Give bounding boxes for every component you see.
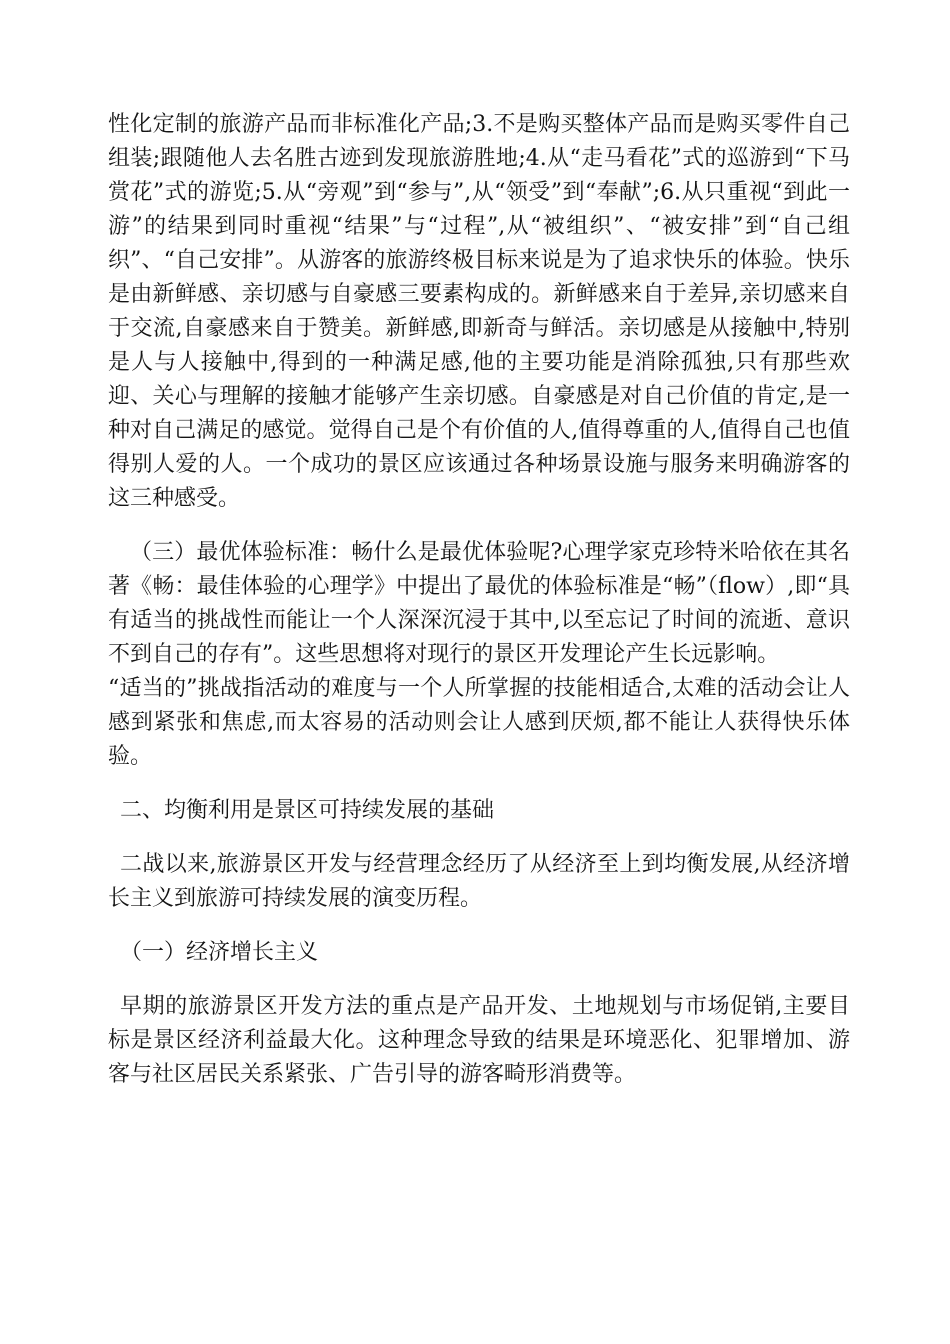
body-paragraph-tourism-demand: 性化定制的旅游产品而非标准化产品;3.不是购买整体产品而是购买零件自己组装;跟随他人去名胜古迹到发现旅游胜地;4.从“走马看花”式的巡游到“下马赏花”式的游览;5.从“旁观”到“参与”,从“领受”到“奉献”;6.从只重视“到此一游”的结果到同时重视“结果”与“过程”,从“被组织”、“被安排”到“自己组织”、“自己安排”。从游客的旅游终极目标来说是为了追求快乐的体验。快乐是由新鲜感、亲切感与自豪感三要素构成的。新鲜感来自于差异,亲切感来自于交流,自豪感来自于赞美。新鲜感,即新奇与鲜活。亲切感是从接触中,特别是人与人接触中,得到的一种满足感,他的主要功能是消除孤独,只有那些欢迎、关心与理解的接触才能够产生亲切感。自豪感是对自己价值的肯定,是一种对自己满足的感觉。觉得自己是个有价值的人,值得尊重的人,值得自己也值得别人爱的人。一个成功的景区应该通过各种场景设施与服务来明确游客的这三种感受。 <box>108 112 850 511</box>
paragraph-gap <box>108 828 850 848</box>
body-paragraph-appropriate-challenge: “适当的”挑战指活动的难度与一个人所掌握的技能相适合,太难的活动会让人感到紧张和焦虑,而太容易的活动则会让人感到厌烦,都不能让人获得快乐体验。 <box>108 676 850 769</box>
body-paragraph-evolution: 二战以来,旅游景区开发与经营理念经历了从经济至上到均衡发展,从经济增长主义到旅游可持续发展的演变历程。 <box>108 852 850 911</box>
body-paragraph-optimal-experience: （三）最优体验标准：畅什么是最优体验呢?心理学家克珍特米哈依在其名著《畅：最佳体验的心理学》中提出了最优的体验标准是“畅”（flow）,即“具有适当的挑战性而能让一个人深深沉浸于其中,以至忘记了时间的流逝、意识不到自己的存有”。这些思想将对现行的景区开发理论产生长远影响。 <box>108 540 850 667</box>
subsection-heading-economic-growth: （一）经济增长主义 <box>120 940 319 965</box>
section-heading-balanced-use: 二、均衡利用是景区可持续发展的基础 <box>120 798 495 823</box>
paragraph-gap <box>108 970 850 990</box>
paragraph-gap <box>108 916 850 936</box>
document-page <box>108 108 850 1092</box>
paragraph-gap <box>108 516 850 536</box>
paragraph-gap <box>108 774 850 794</box>
body-paragraph-early-development: 早期的旅游景区开发方法的重点是产品开发、土地规划与市场促销,主要目标是景区经济利益最大化。这种理念导致的结果是环境恶化、犯罪增加、游客与社区居民关系紧张、广告引导的游客畸形消费等。 <box>108 994 850 1087</box>
